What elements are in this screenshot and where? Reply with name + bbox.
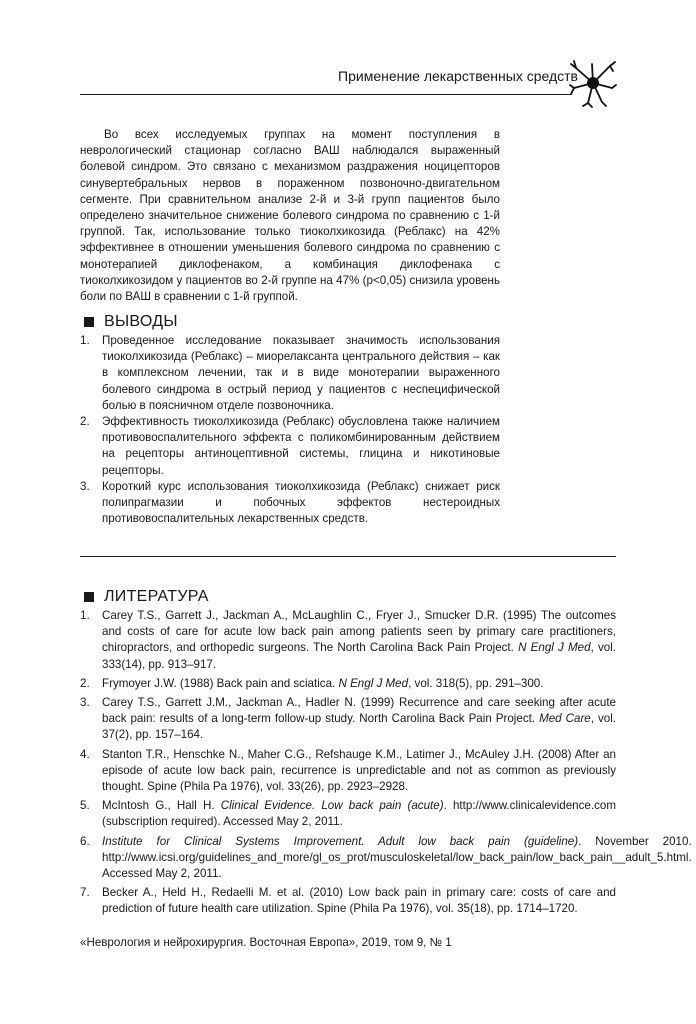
journal-name: N Engl J Med [518,641,591,655]
reference-number: 3. [80,696,90,710]
reference-item [80,676,616,692]
reference-tail: . November 2010. http://www.icsi.org/guidelines_and_more/gl_os_prot/musculoskeletal/low_back_pain/low_back_pain__adult_5.html. Accessed May 2, 2011. [102,834,692,881]
reference-tail: , vol. 37(2), pp. 157–164. [102,712,617,742]
reference-number: 1. [80,609,90,622]
reference-text [102,885,616,917]
reference-main: Becker A., Held H., Redaelli M. et al. (2010) Low back pain in primary care: costs of care and prediction of future health care utilization. Spine (Phila Pa 1976), vol. 35(18), pp. 1714–1720. [102,886,616,916]
reference-text [102,608,616,673]
reference-main: Carey T.S., Garrett J., Jackman A., McLaughlin C., Fryer J., Smucker D.R. (1995) The outcomes and costs of care for acute low back pain among patients seen by primary care practitioners, chiropractors, and orthopedic surgeons. The North Carolina Back Pain Project. [102,609,616,655]
list-item [80,333,500,414]
reference-main: Carey T.S., Garrett J.M., Jackman A., Hadler N. (1999) Recurrence and care seeking after acute back pain: results of a long-term follow-up study. North Carolina Back Pain Project. [102,696,616,726]
neuron-icon [568,58,618,108]
section-divider [80,556,616,557]
item-number: 3. [80,479,90,493]
reference-main: McIntosh G., Hall H. [102,799,221,813]
reference-text [102,676,616,692]
journal-name: Med Care [539,712,591,726]
list-item [80,479,500,528]
reference-item [80,695,616,744]
references-title: ЛИТЕРАТУРА [104,588,209,605]
reference-tail: . http://www.clinicalevidence.com (subscription required). Accessed May 2, 2011. [102,799,617,829]
item-text: Эффективность тиоколхикозида (Реблакс) обусловлена также наличием противовоспалительного эффекта с поликомбинированным действием на рецепторы антиноцептивной системы, глицина и никотиновые рецепторы. [102,415,500,477]
reference-number: 4. [80,747,90,761]
item-text: Проведенное исследование показывает значимость использования тиоколхикозида (Реблакс) – миорелаксанта центрального действия – как в комплексном лечении, так и в виде монотерапии выраженного болевого синдрома в острый период у пациентов с неспецифической болью в поясничном отделе позвоночника. [102,334,500,412]
list-item [80,414,500,479]
references-heading [84,588,209,606]
bullet-square-icon [84,317,94,327]
intro-paragraph: Во всех исследуемых группах на момент поступления в неврологический стационар согласно ВАШ наблюдался выраженный болевой синдром. Это связано с механизмом раздражения ноцицепторов синувертебральных нервов в пораженном позвоночно-двигательном сегменте. При сравнительном анализе 2-й и 3-й групп пациентов было определено значительное снижение болевого синдрома по сравнению с 1-й группой. Так, использование только тиоколхикозида (Реблакс) на 42% эффективнее в отношении уменьшения болевого синдрома по сравнению с монотерапией диклофенаком, а комбинация диклофенака с тиоколхикозидом у пациентов во 2-й группе на 47% (р<0,05) снизила уровень боли по ВАШ в сравнении с 1-й группой. [80,128,500,304]
running-title: Применение лекарственных средств [338,68,578,84]
reference-number: 7. [80,886,90,900]
references-list [80,608,692,921]
journal-footer: «Неврология и нейрохирургия. Восточная Европа», 2019, том 9, № 1 [80,936,452,949]
item-text: Короткий курс использования тиоколхикозида (Реблакс) снижает риск полипрагмазии и побочных эффектов нестероидных противовоспалительных лекарственных средств. [102,479,500,526]
header-rule [80,94,572,95]
reference-text [102,747,616,796]
reference-number: 6. [80,834,90,848]
reference-text [102,695,616,744]
reference-main: Stanton T.R., Henschke N., Maher C.G., Refshauge K.M., Latimer J., McAuley J.H. (2008) After an episode of acute low back pain, recurrence is unpredictable and not as common as previously thought. Spine (Phila Pa 1976), vol. 33(26), pp. 2923–2928. [102,747,616,794]
reference-item [80,608,616,673]
journal-name: Clinical Evidence. Low back pain (acute) [220,799,444,813]
reference-main: Frymoyer J.W. (1988) Back pain and sciatica. [102,676,339,690]
reference-tail: , vol. 318(5), pp. 291–300. [408,676,544,690]
conclusions-title: ВЫВОДЫ [104,313,178,330]
conclusions-heading [84,313,178,331]
journal-name: Institute for Clinical Systems Improvement. Adult low back pain (guideline) [102,834,579,848]
reference-item [80,798,616,830]
reference-text [102,798,616,830]
reference-item [80,885,616,917]
reference-number: 5. [80,799,90,813]
reference-text [102,834,692,883]
bullet-square-icon [84,592,94,602]
reference-number: 2. [80,676,90,690]
conclusions-list [80,333,500,527]
item-number: 1. [80,334,90,347]
reference-tail: , vol. 333(14), pp. 913–917. [102,641,617,671]
reference-item [80,834,692,883]
reference-item [80,747,616,796]
journal-name: N Engl J Med [338,676,409,690]
item-number: 2. [80,415,90,429]
